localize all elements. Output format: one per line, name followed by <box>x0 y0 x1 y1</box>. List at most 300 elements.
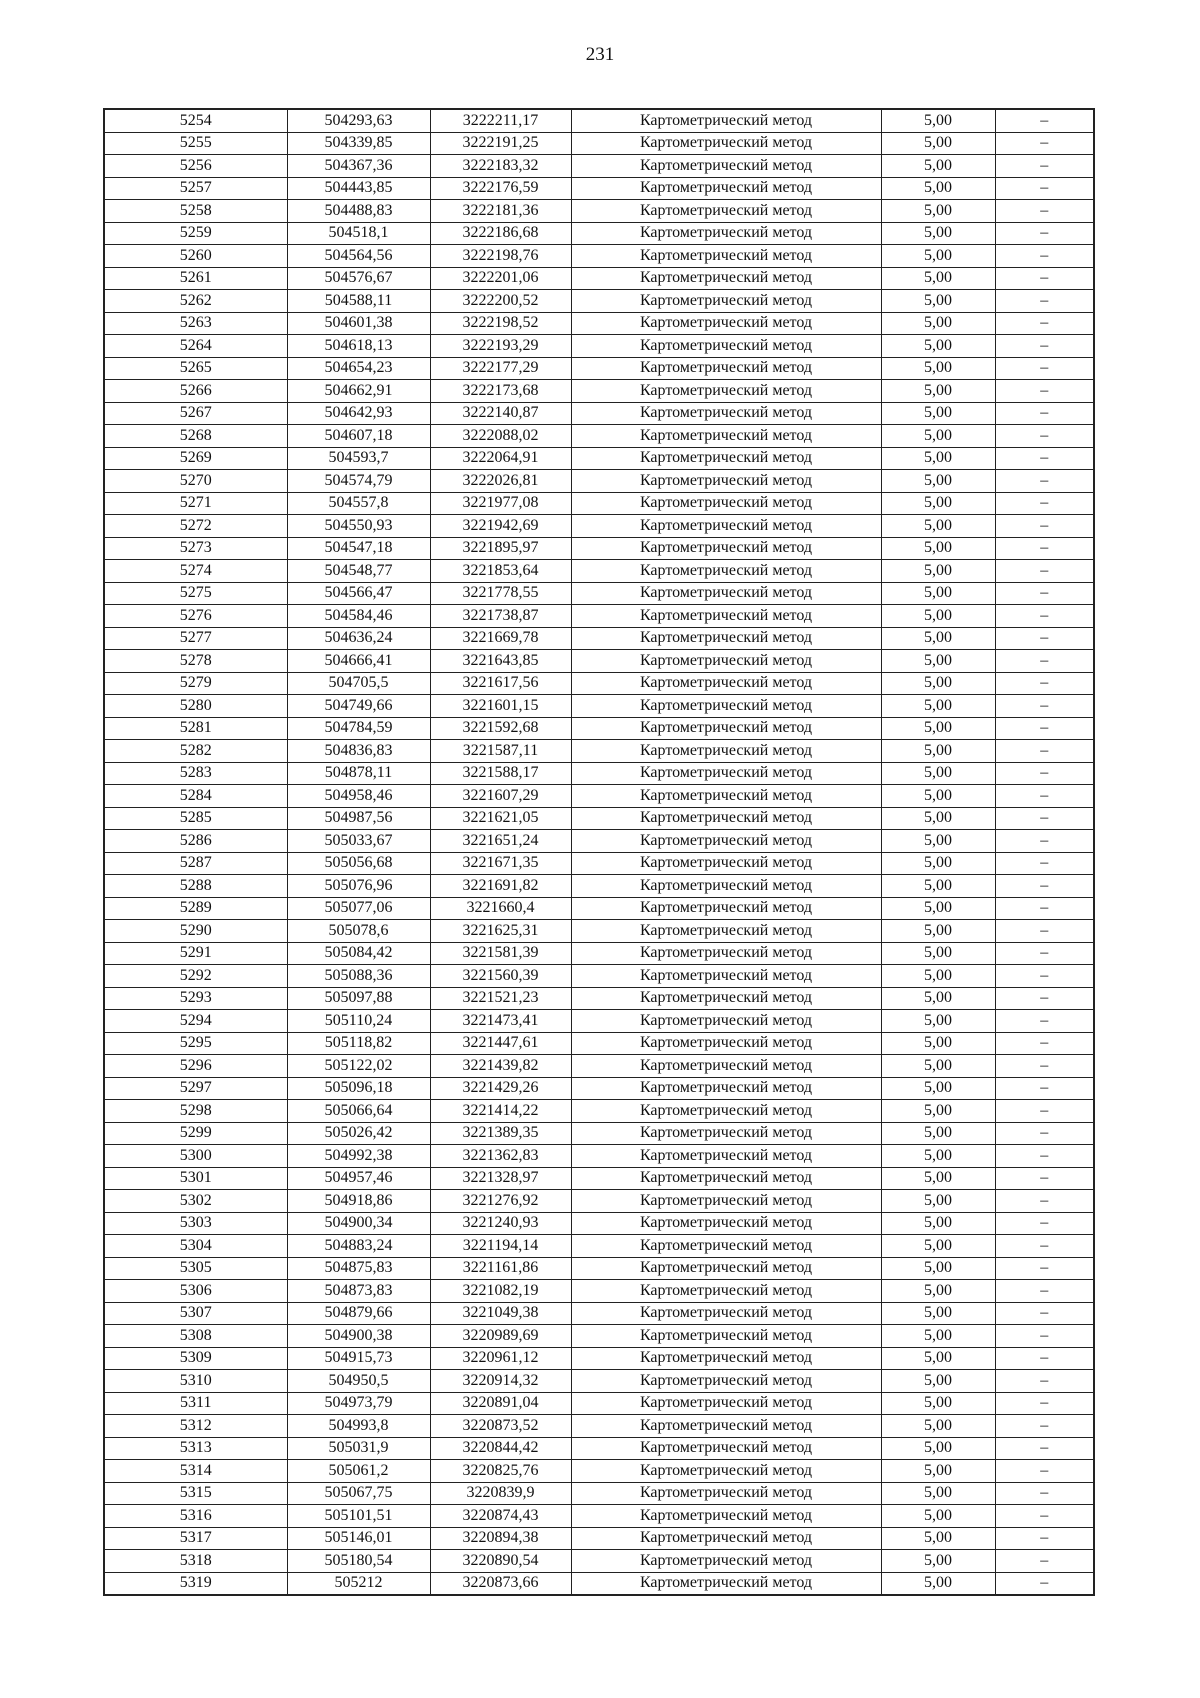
dash-cell: – <box>995 357 1094 380</box>
dash-cell: – <box>995 672 1094 695</box>
point-number-cell: 5290 <box>104 920 287 943</box>
accuracy-cell: 5,00 <box>881 492 995 515</box>
method-cell: Картометрический метод <box>571 1055 881 1078</box>
y-coordinate-cell: 3221853,64 <box>430 560 571 583</box>
accuracy-cell: 5,00 <box>881 267 995 290</box>
accuracy-cell: 5,00 <box>881 1482 995 1505</box>
y-coordinate-cell: 3222193,29 <box>430 335 571 358</box>
dash-cell: – <box>995 740 1094 763</box>
y-coordinate-cell: 3220890,54 <box>430 1550 571 1573</box>
point-number-cell: 5306 <box>104 1280 287 1303</box>
point-number-cell: 5257 <box>104 177 287 200</box>
method-cell: Картометрический метод <box>571 1257 881 1280</box>
y-coordinate-cell: 3220874,43 <box>430 1505 571 1528</box>
table-row <box>104 177 1094 200</box>
x-coordinate-cell: 504666,41 <box>287 650 430 673</box>
point-number-cell: 5316 <box>104 1505 287 1528</box>
method-cell: Картометрический метод <box>571 987 881 1010</box>
dash-cell: – <box>995 109 1094 132</box>
dash-cell: – <box>995 897 1094 920</box>
x-coordinate-cell: 504993,8 <box>287 1415 430 1438</box>
method-cell: Картометрический метод <box>571 335 881 358</box>
point-number-cell: 5270 <box>104 470 287 493</box>
x-coordinate-cell: 504900,34 <box>287 1212 430 1235</box>
table-row <box>104 740 1094 763</box>
method-cell: Картометрический метод <box>571 1347 881 1370</box>
method-cell: Картометрический метод <box>571 155 881 178</box>
y-coordinate-cell: 3220873,52 <box>430 1415 571 1438</box>
table-row <box>104 402 1094 425</box>
table-row <box>104 1145 1094 1168</box>
table-row <box>104 1392 1094 1415</box>
table-row <box>104 1527 1094 1550</box>
point-number-cell: 5284 <box>104 785 287 808</box>
accuracy-cell: 5,00 <box>881 627 995 650</box>
accuracy-cell: 5,00 <box>881 1527 995 1550</box>
point-number-cell: 5258 <box>104 200 287 223</box>
point-number-cell: 5303 <box>104 1212 287 1235</box>
table-row <box>104 830 1094 853</box>
dash-cell: – <box>995 1370 1094 1393</box>
x-coordinate-cell: 504918,86 <box>287 1190 430 1213</box>
accuracy-cell: 5,00 <box>881 425 995 448</box>
y-coordinate-cell: 3221447,61 <box>430 1032 571 1055</box>
table-row <box>104 470 1094 493</box>
x-coordinate-cell: 504518,1 <box>287 222 430 245</box>
x-coordinate-cell: 504784,59 <box>287 717 430 740</box>
dash-cell: – <box>995 717 1094 740</box>
table-row <box>104 1550 1094 1573</box>
x-coordinate-cell: 504547,18 <box>287 537 430 560</box>
x-coordinate-cell: 504878,11 <box>287 762 430 785</box>
x-coordinate-cell: 504900,38 <box>287 1325 430 1348</box>
accuracy-cell: 5,00 <box>881 402 995 425</box>
point-number-cell: 5310 <box>104 1370 287 1393</box>
table-row <box>104 875 1094 898</box>
dash-cell: – <box>995 200 1094 223</box>
accuracy-cell: 5,00 <box>881 335 995 358</box>
table-row <box>104 1212 1094 1235</box>
accuracy-cell: 5,00 <box>881 987 995 1010</box>
dash-cell: – <box>995 1392 1094 1415</box>
table-row <box>104 109 1094 132</box>
point-number-cell: 5313 <box>104 1437 287 1460</box>
accuracy-cell: 5,00 <box>881 762 995 785</box>
point-number-cell: 5273 <box>104 537 287 560</box>
method-cell: Картометрический метод <box>571 875 881 898</box>
y-coordinate-cell: 3222186,68 <box>430 222 571 245</box>
point-number-cell: 5280 <box>104 695 287 718</box>
y-coordinate-cell: 3221521,23 <box>430 987 571 1010</box>
y-coordinate-cell: 3221621,05 <box>430 807 571 830</box>
table-row <box>104 1302 1094 1325</box>
dash-cell: – <box>995 582 1094 605</box>
table-row <box>104 672 1094 695</box>
method-cell: Картометрический метод <box>571 1010 881 1033</box>
table-row <box>104 807 1094 830</box>
y-coordinate-cell: 3221607,29 <box>430 785 571 808</box>
x-coordinate-cell: 505110,24 <box>287 1010 430 1033</box>
point-number-cell: 5274 <box>104 560 287 583</box>
accuracy-cell: 5,00 <box>881 222 995 245</box>
method-cell: Картометрический метод <box>571 762 881 785</box>
accuracy-cell: 5,00 <box>881 1280 995 1303</box>
method-cell: Картометрический метод <box>571 1550 881 1573</box>
method-cell: Картометрический метод <box>571 447 881 470</box>
y-coordinate-cell: 3221592,68 <box>430 717 571 740</box>
table-row <box>104 537 1094 560</box>
point-number-cell: 5312 <box>104 1415 287 1438</box>
method-cell: Картометрический метод <box>571 200 881 223</box>
point-number-cell: 5282 <box>104 740 287 763</box>
x-coordinate-cell: 505101,51 <box>287 1505 430 1528</box>
dash-cell: – <box>995 267 1094 290</box>
point-number-cell: 5296 <box>104 1055 287 1078</box>
dash-cell: – <box>995 245 1094 268</box>
accuracy-cell: 5,00 <box>881 1347 995 1370</box>
table-row <box>104 335 1094 358</box>
point-number-cell: 5289 <box>104 897 287 920</box>
y-coordinate-cell: 3222176,59 <box>430 177 571 200</box>
x-coordinate-cell: 504749,66 <box>287 695 430 718</box>
coordinates-table-body <box>104 109 1094 1595</box>
y-coordinate-cell: 3221194,14 <box>430 1235 571 1258</box>
x-coordinate-cell: 504836,83 <box>287 740 430 763</box>
accuracy-cell: 5,00 <box>881 1122 995 1145</box>
table-row <box>104 852 1094 875</box>
table-row <box>104 290 1094 313</box>
dash-cell: – <box>995 695 1094 718</box>
y-coordinate-cell: 3221587,11 <box>430 740 571 763</box>
table-row <box>104 987 1094 1010</box>
point-number-cell: 5295 <box>104 1032 287 1055</box>
accuracy-cell: 5,00 <box>881 1212 995 1235</box>
method-cell: Картометрический метод <box>571 357 881 380</box>
x-coordinate-cell: 505067,75 <box>287 1482 430 1505</box>
method-cell: Картометрический метод <box>571 852 881 875</box>
x-coordinate-cell: 504588,11 <box>287 290 430 313</box>
y-coordinate-cell: 3221660,4 <box>430 897 571 920</box>
y-coordinate-cell: 3221977,08 <box>430 492 571 515</box>
accuracy-cell: 5,00 <box>881 537 995 560</box>
table-row <box>104 582 1094 605</box>
point-number-cell: 5268 <box>104 425 287 448</box>
dash-cell: – <box>995 492 1094 515</box>
dash-cell: – <box>995 1505 1094 1528</box>
accuracy-cell: 5,00 <box>881 132 995 155</box>
accuracy-cell: 5,00 <box>881 1437 995 1460</box>
y-coordinate-cell: 3221560,39 <box>430 965 571 988</box>
accuracy-cell: 5,00 <box>881 1077 995 1100</box>
point-number-cell: 5314 <box>104 1460 287 1483</box>
table-row <box>104 717 1094 740</box>
x-coordinate-cell: 504705,5 <box>287 672 430 695</box>
x-coordinate-cell: 504601,38 <box>287 312 430 335</box>
point-number-cell: 5300 <box>104 1145 287 1168</box>
method-cell: Картометрический метод <box>571 582 881 605</box>
y-coordinate-cell: 3220825,76 <box>430 1460 571 1483</box>
x-coordinate-cell: 505078,6 <box>287 920 430 943</box>
point-number-cell: 5309 <box>104 1347 287 1370</box>
accuracy-cell: 5,00 <box>881 942 995 965</box>
x-coordinate-cell: 504618,13 <box>287 335 430 358</box>
table-row <box>104 1032 1094 1055</box>
method-cell: Картометрический метод <box>571 109 881 132</box>
point-number-cell: 5267 <box>104 402 287 425</box>
table-row <box>104 1167 1094 1190</box>
point-number-cell: 5276 <box>104 605 287 628</box>
accuracy-cell: 5,00 <box>881 1032 995 1055</box>
x-coordinate-cell: 504883,24 <box>287 1235 430 1258</box>
accuracy-cell: 5,00 <box>881 312 995 335</box>
dash-cell: – <box>995 1325 1094 1348</box>
method-cell: Картометрический метод <box>571 560 881 583</box>
x-coordinate-cell: 504879,66 <box>287 1302 430 1325</box>
dash-cell: – <box>995 875 1094 898</box>
dash-cell: – <box>995 1122 1094 1145</box>
dash-cell: – <box>995 222 1094 245</box>
y-coordinate-cell: 3221942,69 <box>430 515 571 538</box>
x-coordinate-cell: 504488,83 <box>287 200 430 223</box>
dash-cell: – <box>995 807 1094 830</box>
point-number-cell: 5281 <box>104 717 287 740</box>
table-row <box>104 1325 1094 1348</box>
y-coordinate-cell: 3221429,26 <box>430 1077 571 1100</box>
accuracy-cell: 5,00 <box>881 740 995 763</box>
y-coordinate-cell: 3220873,66 <box>430 1572 571 1595</box>
accuracy-cell: 5,00 <box>881 1460 995 1483</box>
x-coordinate-cell: 505096,18 <box>287 1077 430 1100</box>
point-number-cell: 5292 <box>104 965 287 988</box>
method-cell: Картометрический метод <box>571 672 881 695</box>
x-coordinate-cell: 504557,8 <box>287 492 430 515</box>
point-number-cell: 5293 <box>104 987 287 1010</box>
method-cell: Картометрический метод <box>571 290 881 313</box>
table-row <box>104 942 1094 965</box>
table-row <box>104 762 1094 785</box>
accuracy-cell: 5,00 <box>881 965 995 988</box>
accuracy-cell: 5,00 <box>881 200 995 223</box>
method-cell: Картометрический метод <box>571 267 881 290</box>
x-coordinate-cell: 505026,42 <box>287 1122 430 1145</box>
y-coordinate-cell: 3220914,32 <box>430 1370 571 1393</box>
accuracy-cell: 5,00 <box>881 852 995 875</box>
accuracy-cell: 5,00 <box>881 1235 995 1258</box>
method-cell: Картометрический метод <box>571 1190 881 1213</box>
table-row <box>104 1482 1094 1505</box>
y-coordinate-cell: 3221439,82 <box>430 1055 571 1078</box>
y-coordinate-cell: 3221625,31 <box>430 920 571 943</box>
method-cell: Картометрический метод <box>571 920 881 943</box>
method-cell: Картометрический метод <box>571 132 881 155</box>
method-cell: Картометрический метод <box>571 1527 881 1550</box>
point-number-cell: 5297 <box>104 1077 287 1100</box>
x-coordinate-cell: 504293,63 <box>287 109 430 132</box>
x-coordinate-cell: 505212 <box>287 1572 430 1595</box>
dash-cell: – <box>995 177 1094 200</box>
method-cell: Картометрический метод <box>571 897 881 920</box>
dash-cell: – <box>995 1167 1094 1190</box>
dash-cell: – <box>995 1010 1094 1033</box>
x-coordinate-cell: 504957,46 <box>287 1167 430 1190</box>
accuracy-cell: 5,00 <box>881 560 995 583</box>
y-coordinate-cell: 3221362,83 <box>430 1145 571 1168</box>
accuracy-cell: 5,00 <box>881 380 995 403</box>
method-cell: Картометрический метод <box>571 942 881 965</box>
point-number-cell: 5269 <box>104 447 287 470</box>
table-row <box>104 380 1094 403</box>
accuracy-cell: 5,00 <box>881 1572 995 1595</box>
point-number-cell: 5301 <box>104 1167 287 1190</box>
method-cell: Картометрический метод <box>571 245 881 268</box>
table-row <box>104 965 1094 988</box>
dash-cell: – <box>995 650 1094 673</box>
point-number-cell: 5279 <box>104 672 287 695</box>
y-coordinate-cell: 3221049,38 <box>430 1302 571 1325</box>
table-row <box>104 1100 1094 1123</box>
accuracy-cell: 5,00 <box>881 1550 995 1573</box>
y-coordinate-cell: 3221651,24 <box>430 830 571 853</box>
dash-cell: – <box>995 1347 1094 1370</box>
x-coordinate-cell: 504584,46 <box>287 605 430 628</box>
table-row <box>104 200 1094 223</box>
accuracy-cell: 5,00 <box>881 1145 995 1168</box>
accuracy-cell: 5,00 <box>881 717 995 740</box>
method-cell: Картометрический метод <box>571 1505 881 1528</box>
x-coordinate-cell: 505061,2 <box>287 1460 430 1483</box>
method-cell: Картометрический метод <box>571 1032 881 1055</box>
dash-cell: – <box>995 1077 1094 1100</box>
accuracy-cell: 5,00 <box>881 785 995 808</box>
dash-cell: – <box>995 1550 1094 1573</box>
dash-cell: – <box>995 1190 1094 1213</box>
point-number-cell: 5285 <box>104 807 287 830</box>
point-number-cell: 5256 <box>104 155 287 178</box>
table-row <box>104 920 1094 943</box>
table-row <box>104 1077 1094 1100</box>
accuracy-cell: 5,00 <box>881 1325 995 1348</box>
table-row <box>104 155 1094 178</box>
dash-cell: – <box>995 470 1094 493</box>
x-coordinate-cell: 504607,18 <box>287 425 430 448</box>
y-coordinate-cell: 3221601,15 <box>430 695 571 718</box>
method-cell: Картометрический метод <box>571 1370 881 1393</box>
method-cell: Картометрический метод <box>571 627 881 650</box>
page-number: 231 <box>585 44 615 65</box>
y-coordinate-cell: 3222198,76 <box>430 245 571 268</box>
accuracy-cell: 5,00 <box>881 1370 995 1393</box>
x-coordinate-cell: 505146,01 <box>287 1527 430 1550</box>
y-coordinate-cell: 3222026,81 <box>430 470 571 493</box>
method-cell: Картометрический метод <box>571 830 881 853</box>
dash-cell: – <box>995 1145 1094 1168</box>
accuracy-cell: 5,00 <box>881 875 995 898</box>
method-cell: Картометрический метод <box>571 1280 881 1303</box>
accuracy-cell: 5,00 <box>881 155 995 178</box>
y-coordinate-cell: 3222088,02 <box>430 425 571 448</box>
point-number-cell: 5255 <box>104 132 287 155</box>
method-cell: Картометрический метод <box>571 222 881 245</box>
y-coordinate-cell: 3220891,04 <box>430 1392 571 1415</box>
dash-cell: – <box>995 1572 1094 1595</box>
point-number-cell: 5315 <box>104 1482 287 1505</box>
dash-cell: – <box>995 627 1094 650</box>
point-number-cell: 5305 <box>104 1257 287 1280</box>
dash-cell: – <box>995 132 1094 155</box>
x-coordinate-cell: 504574,79 <box>287 470 430 493</box>
table-row <box>104 1437 1094 1460</box>
dash-cell: – <box>995 1100 1094 1123</box>
dash-cell: – <box>995 560 1094 583</box>
accuracy-cell: 5,00 <box>881 1100 995 1123</box>
point-number-cell: 5291 <box>104 942 287 965</box>
point-number-cell: 5318 <box>104 1550 287 1573</box>
table-row <box>104 267 1094 290</box>
x-coordinate-cell: 504958,46 <box>287 785 430 808</box>
point-number-cell: 5260 <box>104 245 287 268</box>
dash-cell: – <box>995 942 1094 965</box>
x-coordinate-cell: 505066,64 <box>287 1100 430 1123</box>
method-cell: Картометрический метод <box>571 1212 881 1235</box>
table-row <box>104 1257 1094 1280</box>
accuracy-cell: 5,00 <box>881 1257 995 1280</box>
table-row <box>104 132 1094 155</box>
method-cell: Картометрический метод <box>571 1167 881 1190</box>
accuracy-cell: 5,00 <box>881 1302 995 1325</box>
y-coordinate-cell: 3222140,87 <box>430 402 571 425</box>
dash-cell: – <box>995 380 1094 403</box>
y-coordinate-cell: 3221617,56 <box>430 672 571 695</box>
x-coordinate-cell: 505097,88 <box>287 987 430 1010</box>
table-row <box>104 1010 1094 1033</box>
point-number-cell: 5283 <box>104 762 287 785</box>
point-number-cell: 5264 <box>104 335 287 358</box>
x-coordinate-cell: 504662,91 <box>287 380 430 403</box>
y-coordinate-cell: 3222183,32 <box>430 155 571 178</box>
x-coordinate-cell: 504950,5 <box>287 1370 430 1393</box>
dash-cell: – <box>995 762 1094 785</box>
accuracy-cell: 5,00 <box>881 695 995 718</box>
method-cell: Картометрический метод <box>571 1235 881 1258</box>
dash-cell: – <box>995 1437 1094 1460</box>
y-coordinate-cell: 3220839,9 <box>430 1482 571 1505</box>
table-row <box>104 1505 1094 1528</box>
table-row <box>104 1235 1094 1258</box>
y-coordinate-cell: 3221643,85 <box>430 650 571 673</box>
y-coordinate-cell: 3222191,25 <box>430 132 571 155</box>
y-coordinate-cell: 3221473,41 <box>430 1010 571 1033</box>
y-coordinate-cell: 3222201,06 <box>430 267 571 290</box>
accuracy-cell: 5,00 <box>881 1505 995 1528</box>
dash-cell: – <box>995 785 1094 808</box>
x-coordinate-cell: 504443,85 <box>287 177 430 200</box>
y-coordinate-cell: 3221581,39 <box>430 942 571 965</box>
y-coordinate-cell: 3220844,42 <box>430 1437 571 1460</box>
table-row <box>104 1460 1094 1483</box>
table-row <box>104 1347 1094 1370</box>
accuracy-cell: 5,00 <box>881 672 995 695</box>
dash-cell: – <box>995 1257 1094 1280</box>
point-number-cell: 5298 <box>104 1100 287 1123</box>
dash-cell: – <box>995 537 1094 560</box>
method-cell: Картометрический метод <box>571 177 881 200</box>
method-cell: Картометрический метод <box>571 785 881 808</box>
point-number-cell: 5254 <box>104 109 287 132</box>
table-row <box>104 627 1094 650</box>
dash-cell: – <box>995 312 1094 335</box>
table-row <box>104 1370 1094 1393</box>
dash-cell: – <box>995 605 1094 628</box>
